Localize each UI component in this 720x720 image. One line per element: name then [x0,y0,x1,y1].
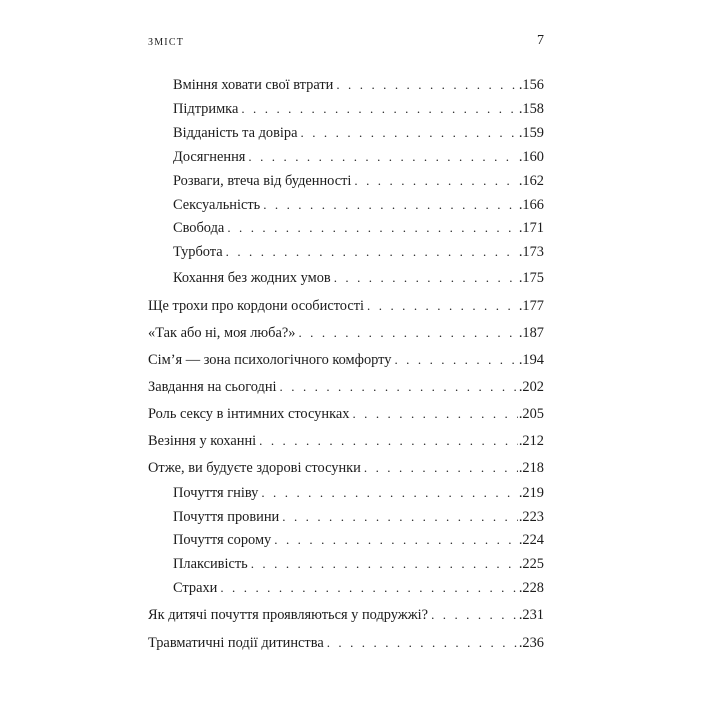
toc-entry [148,297,544,315]
toc-entry-title: Страхи [173,580,218,596]
dot-leader [336,76,517,94]
toc-entry-page: .166 [518,197,544,213]
toc-entry [173,555,544,573]
toc-entry-page: .171 [518,220,544,236]
toc-entry [173,484,544,502]
dot-leader [301,124,518,142]
dot-leader [431,606,518,624]
toc-entry-title: Вміння ховати свої втрати [173,77,334,93]
toc-entry-page: .202 [518,379,544,395]
toc-entry [148,634,544,652]
toc-entry-page: .231 [518,607,544,623]
toc-entry-title: Травматичні події дитинства [148,635,324,651]
toc-entry [173,124,544,142]
toc-entry-page: .236 [518,635,544,651]
running-head: ЗМІСТ [148,37,185,48]
toc-entry [173,172,544,190]
dot-leader [394,351,517,369]
toc-entry-page: .212 [518,433,544,449]
toc-entry [148,351,544,369]
toc-entry-title: Свобода [173,220,225,236]
dot-leader [352,405,517,423]
toc-entry [173,219,544,237]
toc-entry [173,531,544,549]
dot-leader [327,634,518,652]
dot-leader [248,148,517,166]
dot-leader [298,324,517,342]
dot-leader [226,243,518,261]
toc-entry [148,405,544,423]
toc-entry [148,432,544,450]
toc-entry [148,324,544,342]
toc-entry-title: Почуття провини [173,509,280,525]
toc-entry-title: Як дитячі почуття проявляються у подружжі? [148,607,429,623]
toc-entry-title: Везіння у коханні [148,433,257,449]
toc-entry-page: .223 [518,509,544,525]
page-number: 7 [537,33,544,48]
toc-entry-page: .158 [518,101,544,117]
toc-entry [173,579,544,597]
toc-entry [173,508,544,526]
toc-entry-page: .228 [518,580,544,596]
dot-leader [241,100,517,118]
dot-leader [367,297,518,315]
toc-entry-page: .218 [518,460,544,476]
toc-entry-title: Отже, ви будуєте здорові стосунки [148,460,361,476]
toc-entry-title: Сім’я — зона психологічного комфорту [148,352,392,368]
toc-entry-page: .159 [518,125,544,141]
toc-entry [173,269,544,287]
toc-entry-page: .224 [518,532,544,548]
toc-entry-page: .225 [518,556,544,572]
dot-leader [274,531,518,549]
toc-entry-page: .205 [518,406,544,422]
toc-entry-title: «Так або ні, моя люба?» [148,325,296,341]
dot-leader [259,432,518,450]
toc-entry-title: Сексуальність [173,197,261,213]
toc-entry [148,459,544,477]
toc-entry-title: Досягнення [173,149,246,165]
toc-entry [173,100,544,118]
toc-entry-title: Почуття гніву [173,485,259,501]
toc-entry [148,378,544,396]
dot-leader [261,484,517,502]
toc-entry [173,243,544,261]
toc-entry-page: .194 [518,352,544,368]
toc-entry-title: Відданість та довіра [173,125,298,141]
dot-leader [280,378,518,396]
toc-entry-title: Турбота [173,244,223,260]
toc-entry-page: .175 [518,270,544,286]
toc-entry-title: Ще трохи про кордони особистості [148,298,365,314]
dot-leader [263,196,518,214]
toc-entry [173,196,544,214]
toc-entry [173,148,544,166]
toc-entry [173,76,544,94]
toc-entry-page: .173 [518,244,544,260]
toc-entry-title: Плаксивість [173,556,248,572]
toc-entry-title: Розваги, втеча від буденності [173,173,352,189]
dot-leader [220,579,517,597]
toc-entry-title: Роль сексу в інтимних стосунках [148,406,350,422]
dot-leader [282,508,518,526]
toc-entry-title: Кохання без жодних умов [173,270,331,286]
toc-entry-page: .156 [518,77,544,93]
toc-entry [148,606,544,624]
dot-leader [334,269,518,287]
toc-entry-page: .177 [518,298,544,314]
toc-entry-title: Підтримка [173,101,239,117]
toc-entry-page: .187 [518,325,544,341]
dot-leader [364,459,518,477]
toc-entry-title: Почуття сорому [173,532,272,548]
toc-entry-title: Завдання на сьогодні [148,379,277,395]
toc-entry-page: .162 [518,173,544,189]
toc-entry-page: .160 [518,149,544,165]
toc-entry-page: .219 [518,485,544,501]
dot-leader [227,219,518,237]
dot-leader [354,172,517,190]
dot-leader [251,555,518,573]
